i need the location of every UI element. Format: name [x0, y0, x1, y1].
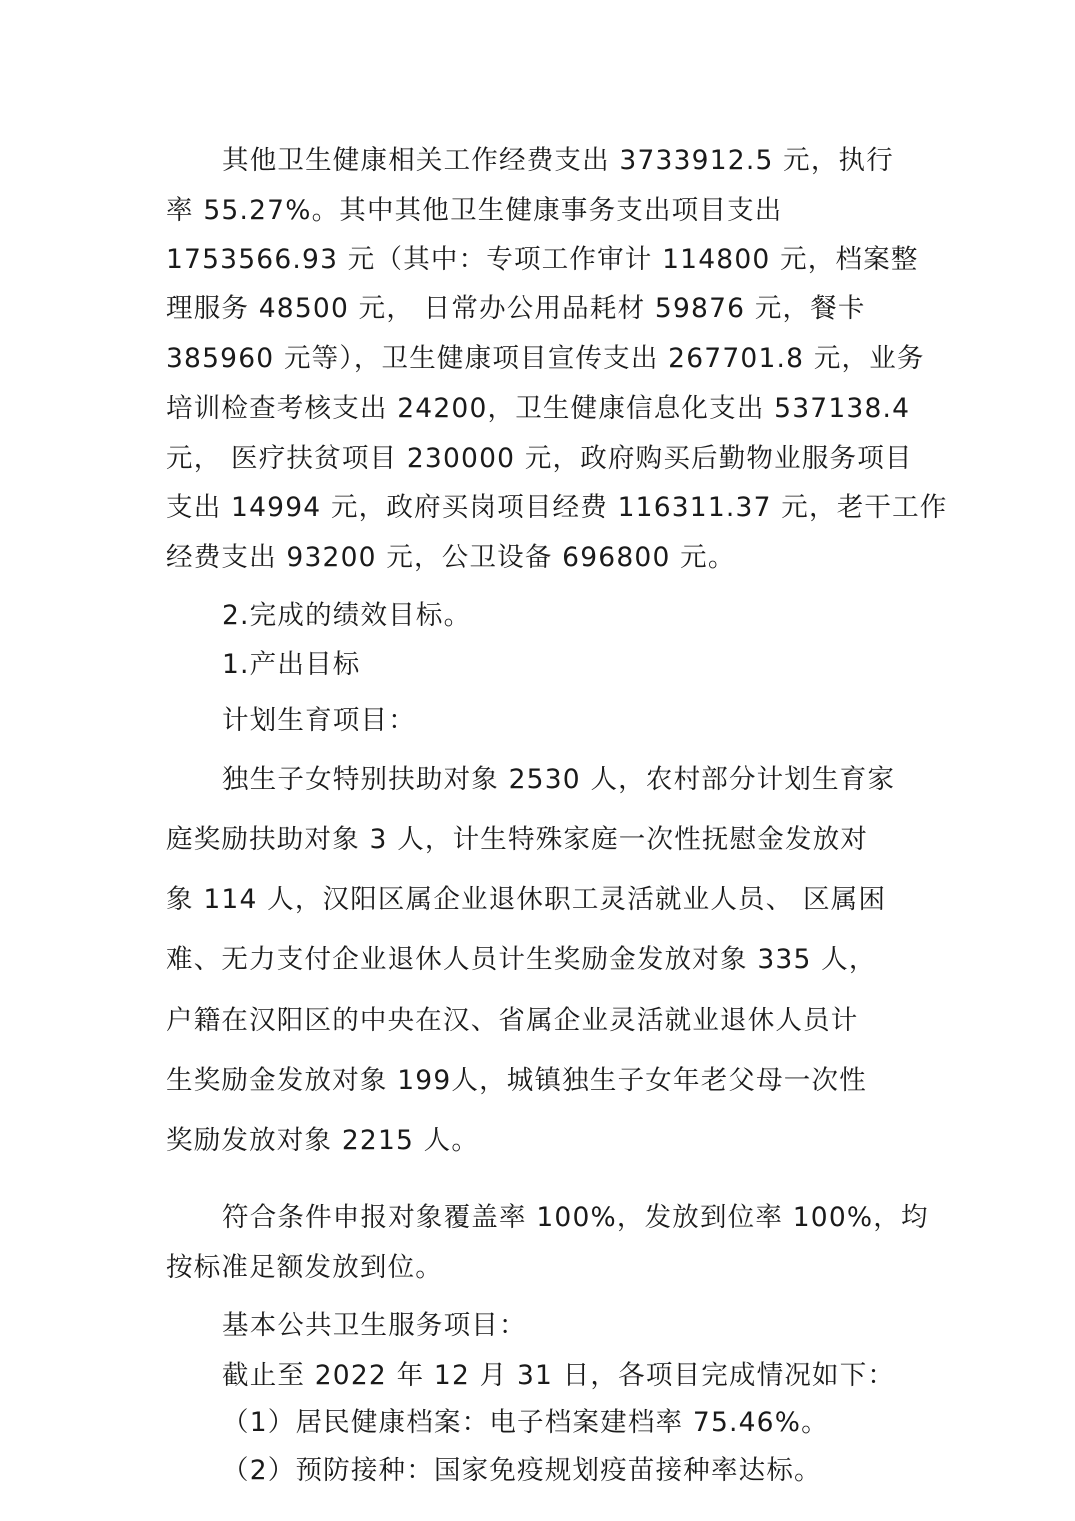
- section-heading: 2.完成的绩效目标。: [222, 600, 472, 631]
- text-line: 按标准足额发放到位。: [166, 1252, 443, 1283]
- text-line: 其他卫生健康相关工作经费支出 3733912.5 元，执行: [222, 145, 894, 176]
- text-line: 符合条件申报对象覆盖率 100%，发放到位率 100%，均: [222, 1202, 929, 1233]
- text-line: 独生子女特别扶助对象 2530 人，农村部分计划生育家: [222, 764, 896, 795]
- text-line: 生奖励金发放对象 199人，城镇独生子女年老父母一次性: [166, 1065, 867, 1096]
- subsection-heading: 基本公共卫生服务项目：: [222, 1310, 527, 1341]
- text-line: 1753566.93 元（其中：专项工作审计 114800 元，档案整: [166, 244, 919, 275]
- list-item: （2）预防接种：国家免疫规划疫苗接种率达标。: [222, 1455, 822, 1486]
- text-line: 经费支出 93200 元，公卫设备 696800 元。: [166, 542, 736, 573]
- text-line: 培训检查考核支出 24200，卫生健康信息化支出 537138.4: [166, 393, 911, 424]
- text-line: 支出 14994 元，政府买岗项目经费 116311.37 元，老干工作: [166, 492, 948, 523]
- text-line: 截止至 2022 年 12 月 31 日，各项目完成情况如下：: [222, 1360, 896, 1391]
- text-line: 户籍在汉阳区的中央在汉、省属企业灵活就业退休人员计: [166, 1005, 859, 1036]
- text-line: 难、无力支付企业退休人员计生奖励金发放对象 335 人，: [166, 944, 877, 975]
- text-line: 率 55.27%。其中其他卫生健康事务支出项目支出: [166, 195, 783, 226]
- subsection-heading: 1.产出目标: [222, 649, 361, 680]
- text-line: 庭奖励扶助对象 3 人，计生特殊家庭一次性抚慰金发放对: [166, 824, 869, 855]
- text-line: 奖励发放对象 2215 人。: [166, 1125, 480, 1156]
- subsection-heading: 计划生育项目：: [222, 705, 416, 736]
- text-line: 385960 元等），卫生健康项目宣传支出 267701.8 元，业务: [166, 343, 925, 374]
- text-line: 理服务 48500 元， 日常办公用品耗材 59876 元，餐卡: [166, 293, 866, 324]
- list-item: （1）居民健康档案：电子档案建档率 75.46%。: [222, 1407, 829, 1438]
- text-line: 象 114 人，汉阳区属企业退休职工灵活就业人员、 区属困: [166, 884, 887, 915]
- text-line: 元， 医疗扶贫项目 230000 元，政府购买后勤物业服务项目: [166, 443, 913, 474]
